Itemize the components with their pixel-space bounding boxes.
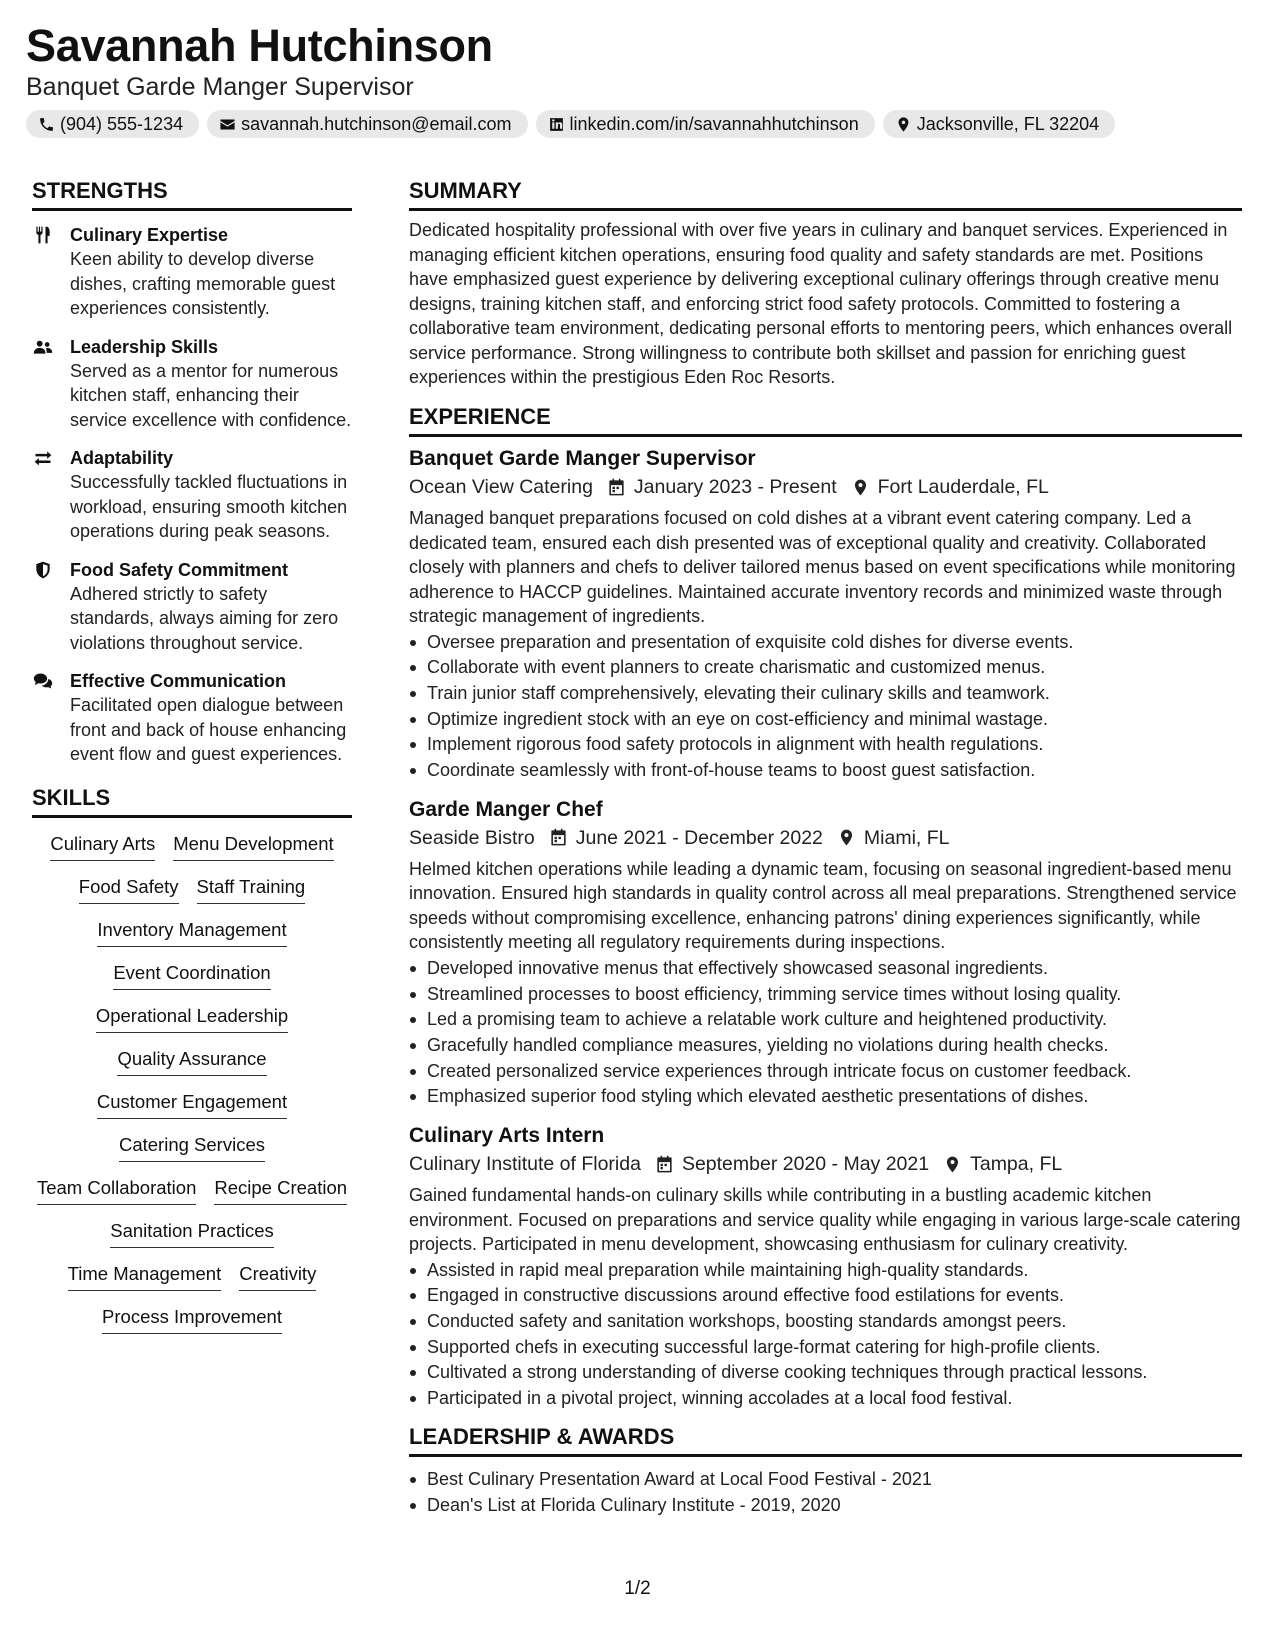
strength-description: Served as a mentor for numerous kitchen staff, enhancing their service excellence with confidence.	[70, 360, 352, 430]
skill-tag: Menu Development	[173, 832, 333, 861]
contact-phone[interactable]	[26, 110, 199, 138]
job-bullet: Optimize ingredient stock with an eye on cost-efficiency and minimal wastage.	[409, 707, 1242, 733]
job-bullet: Conducted safety and sanitation workshops, boosting standards amongst peers.	[409, 1309, 1242, 1335]
linkedin-icon	[548, 116, 565, 133]
awards-heading: LEADERSHIP & AWARDS	[409, 1424, 1242, 1457]
strength-title: Adaptability	[70, 448, 174, 469]
job-bullets	[409, 956, 1242, 1110]
skill-tag: Sanitation Practices	[110, 1219, 274, 1248]
candidate-headline: Banquet Garde Manger Supervisor	[26, 73, 414, 102]
left-column	[32, 178, 352, 1334]
job-bullet: Coordinate seamlessly with front-of-house teams to boost guest satisfaction.	[409, 758, 1242, 784]
skills-heading: SKILLS	[32, 785, 352, 818]
job-bullet: Implement rigorous food safety protocols in alignment with health regulations.	[409, 732, 1242, 758]
calendar-icon	[655, 1155, 674, 1174]
right-column	[409, 178, 1242, 1518]
contact-linkedin[interactable]	[536, 110, 875, 138]
job-dates: January 2023 - Present	[633, 476, 837, 499]
envelope-icon	[219, 116, 236, 133]
contact-location-text: Jacksonville, FL 32204	[916, 113, 1100, 134]
skill-tag: Recipe Creation	[214, 1176, 347, 1205]
strength-title: Culinary Expertise	[70, 225, 229, 246]
job-location: Miami, FL	[863, 826, 950, 849]
contact-email-text: savannah.hutchinson@email.com	[241, 113, 512, 134]
skill-tag: Inventory Management	[97, 918, 286, 947]
location-pin-icon	[837, 828, 856, 847]
calendar-icon	[549, 828, 568, 847]
job-bullet: Engaged in constructive discussions around effective food estilations for events.	[409, 1283, 1242, 1309]
skill-tag: Staff Training	[197, 875, 306, 904]
candidate-name: Savannah Hutchinson	[26, 20, 493, 71]
job-location: Fort Lauderdale, FL	[877, 476, 1049, 499]
job-meta	[409, 1150, 1242, 1178]
job-bullet: Emphasized superior food styling which elevated aesthetic presentations of dishes.	[409, 1084, 1242, 1110]
strength-description: Facilitated open dialogue between front and back of house enhancing event flow and guest experiences.	[70, 695, 347, 765]
job-dates: September 2020 - May 2021	[681, 1153, 930, 1176]
experience-heading: EXPERIENCE	[409, 404, 1242, 437]
users-icon	[32, 337, 54, 357]
summary-text: Dedicated hospitality professional with over five years in culinary and banquet services. Experienced in managing efficient kitchen operations, ensuring food quality and safety standards are met. Positions have emphasized guest experience by delivering exceptional culinary offerings through creative menu designs, training kitchen staff, and enforcing strict food safety protocols. Committed to fostering a collaborative team environment, dedicating personal efforts to mentoring peers, which enhances overall service performance. Strong willingness to contribute both skillset and passion for enriching guest experiences within the prestigious Eden Roc Resorts.	[409, 220, 1233, 388]
job-bullet: Led a promising team to achieve a relatable work culture and heightened productivity.	[409, 1007, 1242, 1033]
skill-tag: Quality Assurance	[117, 1047, 266, 1076]
strength-title: Food Safety Commitment	[70, 559, 289, 580]
awards-list	[409, 1467, 1242, 1518]
strength-description: Successfully tackled fluctuations in workload, ensuring smooth kitchen operations during peak seasons.	[70, 472, 348, 542]
job-bullet: Assisted in rapid meal preparation while maintaining high-quality standards.	[409, 1258, 1242, 1284]
job-bullet: Gracefully handled compliance measures, yielding no violations during health checks.	[409, 1033, 1242, 1059]
summary-heading: SUMMARY	[409, 178, 1242, 211]
strengths-heading: STRENGTHS	[32, 178, 352, 211]
job-bullet: Created personalized service experiences through intricate focus on customer feedback.	[409, 1059, 1242, 1085]
job-bullet: Collaborate with event planners to create charismatic and customized menus.	[409, 655, 1242, 681]
skill-tag: Catering Services	[119, 1133, 265, 1162]
award-item: Dean's List at Florida Culinary Institute - 2019, 2020	[409, 1493, 1242, 1519]
skill-tag: Process Improvement	[102, 1305, 282, 1334]
contact-phone-text: (904) 555-1234	[60, 113, 184, 134]
job-company: Culinary Institute of Florida	[409, 1153, 641, 1176]
location-pin-icon	[851, 478, 870, 497]
skills-list	[32, 832, 352, 1334]
resume-header	[26, 22, 1249, 138]
job-description: Gained fundamental hands-on culinary skills while contributing in a bustling academic kitchen environment. Focused on preparations and service quality while engaging in various large-scale catering projects. Participated in menu development, showcasing enthusiasm for culinary creativity.	[409, 1185, 1241, 1255]
calendar-icon	[607, 478, 626, 497]
chat-bubbles-icon	[32, 671, 54, 691]
strengths-list	[32, 223, 352, 767]
exchange-arrows-icon	[32, 448, 54, 468]
job-bullets	[409, 1258, 1242, 1412]
job-bullet: Oversee preparation and presentation of exquisite cold dishes for diverse events.	[409, 630, 1242, 656]
skill-tag: Food Safety	[79, 875, 179, 904]
job-bullet: Cultivated a strong understanding of diverse cooking techniques through practical lessons.	[409, 1360, 1242, 1386]
award-item: Best Culinary Presentation Award at Local Food Festival - 2021	[409, 1467, 1242, 1493]
job-bullets	[409, 630, 1242, 784]
job-entry	[409, 1122, 1242, 1412]
contact-bar	[26, 110, 1249, 138]
job-entry	[409, 796, 1242, 1110]
strength-description: Adhered strictly to safety standards, always aiming for zero violations throughout service.	[70, 583, 339, 653]
skill-tag: Culinary Arts	[50, 832, 155, 861]
job-bullet: Developed innovative menus that effectively showcased seasonal ingredients.	[409, 956, 1242, 982]
job-bullet: Train junior staff comprehensively, elevating their culinary skills and teamwork.	[409, 681, 1242, 707]
job-company: Seaside Bistro	[409, 826, 535, 849]
experience-list	[409, 445, 1242, 1412]
job-bullet: Streamlined processes to boost efficiency, trimming service times without losing quality.	[409, 982, 1242, 1008]
job-bullet: Supported chefs in executing successful large-format catering for high-profile clients.	[409, 1335, 1242, 1361]
skill-tag: Creativity	[239, 1262, 316, 1291]
job-description: Helmed kitchen operations while leading a dynamic team, focusing on seasonal ingredient-based menu innovation. Ensured high standards in quality control across all meal preparations. Strengthened service speeds without compromising excellence, enhancing patrons' dining experiences significantly, while consistently meeting all regulatory requirements during inspections.	[409, 858, 1237, 953]
page-number: 1/2	[624, 1578, 651, 1599]
job-title: Culinary Arts Intern	[409, 1124, 605, 1148]
strength-item	[32, 446, 352, 544]
strength-item	[32, 223, 352, 321]
strength-item	[32, 335, 352, 433]
shield-icon	[32, 560, 54, 580]
strength-item	[32, 669, 352, 767]
strength-description: Keen ability to develop diverse dishes, crafting memorable guest experiences consistently.	[70, 249, 336, 319]
skill-tag: Operational Leadership	[96, 1004, 288, 1033]
skill-tag: Event Coordination	[113, 961, 270, 990]
strength-item	[32, 558, 352, 656]
job-dates: June 2021 - December 2022	[575, 826, 823, 849]
contact-email[interactable]	[207, 110, 527, 138]
skill-tag: Time Management	[68, 1262, 222, 1291]
utensils-icon	[32, 225, 54, 245]
job-title: Banquet Garde Manger Supervisor	[409, 447, 756, 471]
skill-tag: Team Collaboration	[37, 1176, 196, 1205]
strength-title: Effective Communication	[70, 671, 287, 692]
job-title: Garde Manger Chef	[409, 797, 603, 821]
location-pin-icon	[943, 1155, 962, 1174]
strength-title: Leadership Skills	[70, 336, 219, 357]
job-meta	[409, 473, 1242, 501]
job-meta	[409, 824, 1242, 852]
job-bullet: Participated in a pivotal project, winning accolades at a local food festival.	[409, 1386, 1242, 1412]
location-pin-icon	[895, 116, 912, 133]
contact-location	[883, 110, 1115, 138]
job-description: Managed banquet preparations focused on cold dishes at a vibrant event catering company. Led a dedicated team, ensured each dish presented was of exceptional quality and creativity. Collaborated closely with planners and chefs to deliver tailored menus based on event specifications while monitoring adherence to HACCP guidelines. Maintained accurate inventory records and minimized waste through strategic management of ingredients.	[409, 508, 1236, 627]
job-entry	[409, 445, 1242, 784]
job-location: Tampa, FL	[970, 1153, 1063, 1176]
phone-icon	[38, 116, 55, 133]
skill-tag: Customer Engagement	[97, 1090, 287, 1119]
job-company: Ocean View Catering	[409, 476, 593, 499]
contact-linkedin-text: linkedin.com/in/savannahhutchinson	[569, 113, 859, 134]
